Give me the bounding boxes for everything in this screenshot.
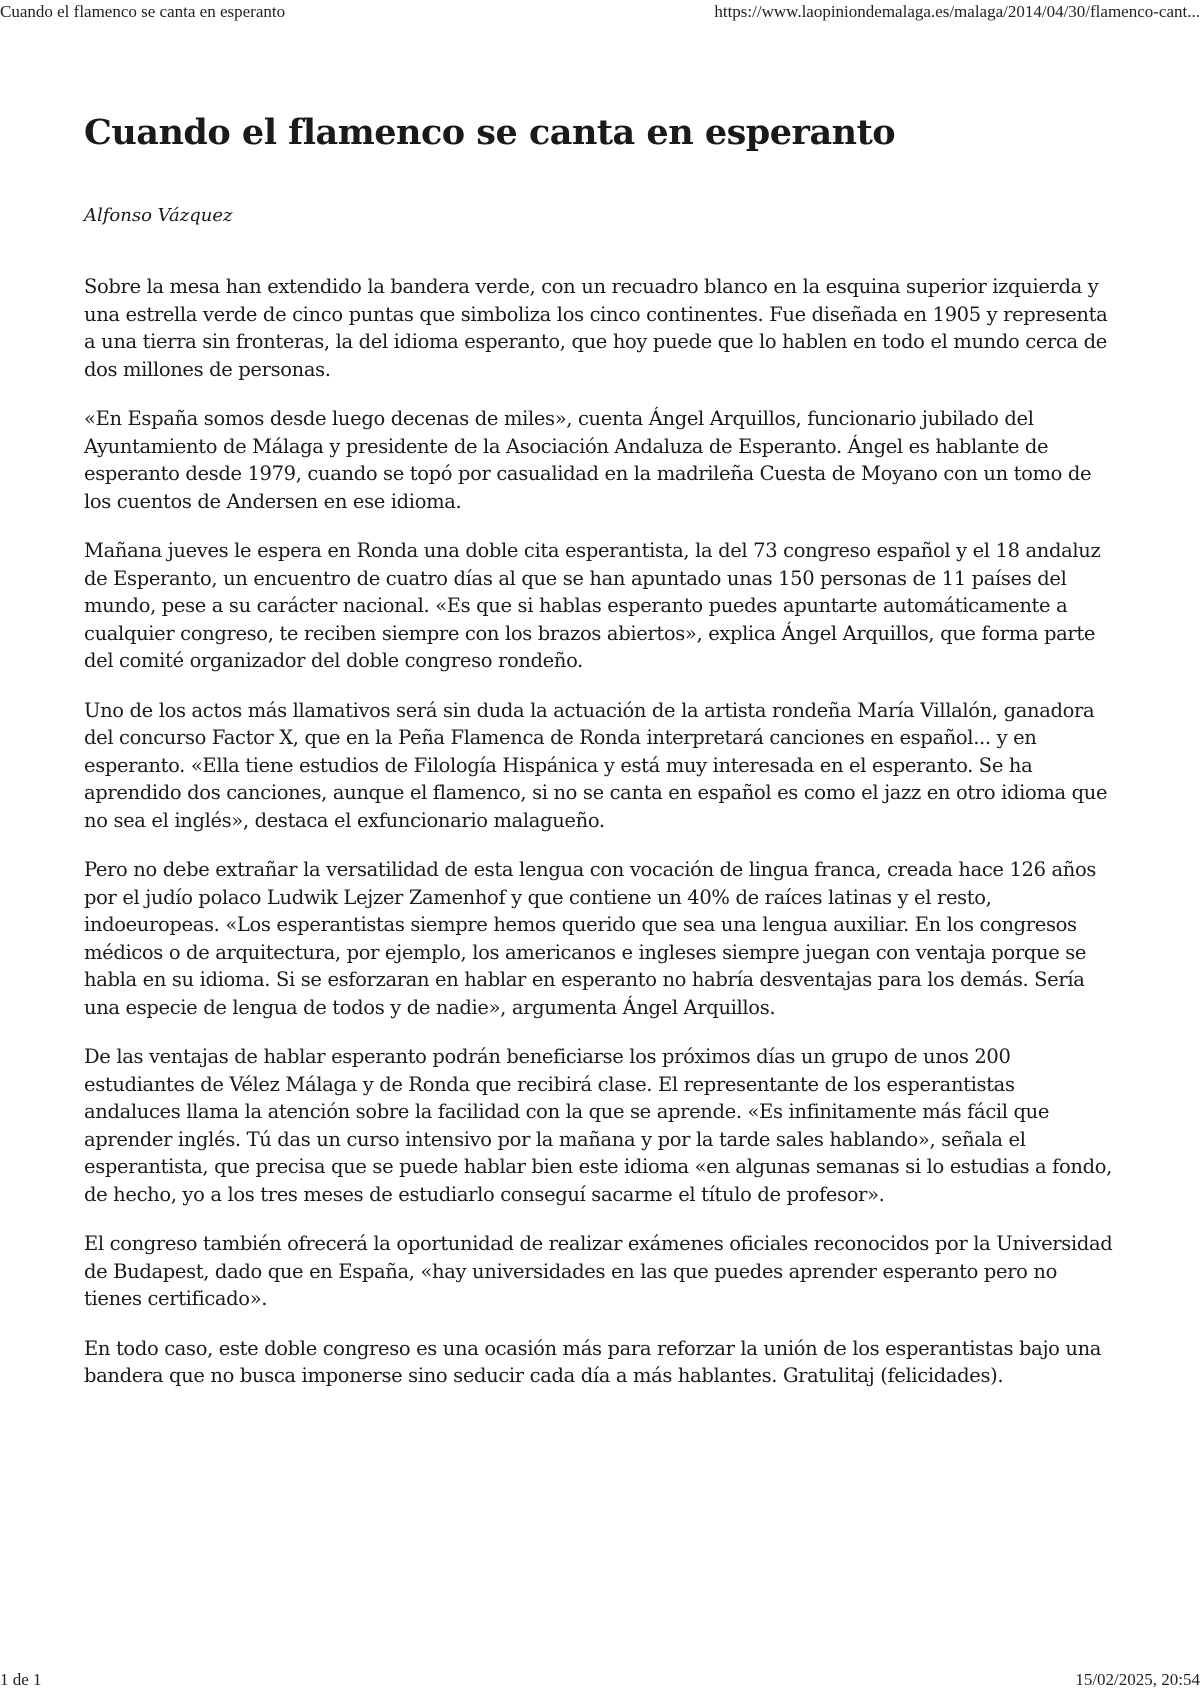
print-header-url: https://www.laopiniondemalaga.es/malaga/2014/04/30/flamenco-cant... [714,2,1200,21]
article-paragraph: «En España somos desde luego decenas de miles», cuenta Ángel Arquillos, funcionario jubilado del Ayuntamiento de Málaga y presidente de la Asociación Andaluza de Esperanto. Ángel es hablante de esperanto desde 1979, cuando se topó por casualidad en la madrileña Cuesta de Moyano con un tomo de los cuentos de Andersen en ese idioma. [84,407,1092,513]
print-header-title: Cuando el flamenco se canta en esperanto [0,2,286,21]
article-paragraph: Uno de los actos más llamativos será sin duda la actuación de la artista rondeña María Villalón, ganadora del concurso Factor X, que en la Peña Flamenca de Ronda interpretará canciones en español... y en esperanto. «Ella tiene estudios de Filología Hispánica y está muy interesada en el esperanto. Se ha aprendido dos canciones, aunque el flamenco, si no se canta en español es como el jazz en otro idioma que no sea el inglés», destaca el exfuncionario malagueño. [84,698,1108,832]
article [84,110,1114,1412]
article-paragraph: Mañana jueves le espera en Ronda una doble cita esperantista, la del 73 congreso español y el 18 andaluz de Esperanto, un encuentro de cuatro días al que se han apuntado unas 150 personas de 11 países del mundo, pese a su carácter nacional. «Es que si hablas esperanto puedes apuntarte automáticamente a cualquier congreso, te reciben siempre con los brazos abiertos», explica Ángel Arquillos, que forma parte del comité organizador del doble congreso rondeño. [84,539,1101,672]
article-title: Cuando el flamenco se canta en esperanto [84,112,896,153]
article-paragraph: Pero no debe extrañar la versatilidad de esta lengua con vocación de lingua franca, creada hace 126 años por el judío polaco Ludwik Lejzer Zamenhof y que contiene un 40% de raíces latinas y el resto, indoeuropeas. «Los esperantistas siempre hemos querido que sea una lengua auxiliar. En los congresos médicos o de arquitectura, por ejemplo, los americanos e ingleses siempre juegan con ventaja porque se habla en su idioma. Si se esforzaran en hablar en esperanto no habría desventajas para los demás. Sería una especie de lengua de todos y de nadie», argumenta Ángel Arquillos. [84,858,1097,1019]
article-paragraph: En todo caso, este doble congreso es una ocasión más para reforzar la unión de los esperantistas bajo una bandera que no busca imponerse sino seducir cada día a más hablantes. Gratulitaj (felicidades). [84,1336,1102,1387]
article-author: Alfonso Vázquez [84,205,233,226]
article-paragraph: El congreso también ofrecerá la oportunidad de realizar exámenes oficiales reconocidos por la Universidad de Budapest, dado que en España, «hay universidades en las que puedes aprender esperanto pero no tienes certificado». [84,1232,1113,1310]
article-paragraph: Sobre la mesa han extendido la bandera verde, con un recuadro blanco en la esquina superior izquierda y una estrella verde de cinco puntas que simboliza los cinco continentes. Fue diseñada en 1905 y representa a una tierra sin fronteras, la del idioma esperanto, que hoy puede que lo hablen en todo el mundo cerca de dos millones de personas. [84,275,1108,381]
article-paragraph: De las ventajas de hablar esperanto podrán beneficiarse los próximos días un grupo de unos 200 estudiantes de Vélez Málaga y de Ronda que recibirá clase. El representante de los esperantistas andaluces llama la atención sobre la facilidad con la que se aprende. «Es infinitamente más fácil que aprender inglés. Tú das un curso intensivo por la mañana y por la tarde sales hablando», señala el esperantista, que precisa que se puede hablar bien este idioma «en algunas semanas si lo estudias a fondo, de hecho, yo a los tres meses de estudiarlo conseguí sacarme el título de profesor». [84,1045,1113,1206]
print-footer [0,1670,1200,1690]
print-header [0,2,1200,22]
print-datetime: 15/02/2025, 20:54 [1075,1670,1200,1689]
page-number: 1 de 1 [0,1670,42,1689]
article-body [84,273,1114,1390]
